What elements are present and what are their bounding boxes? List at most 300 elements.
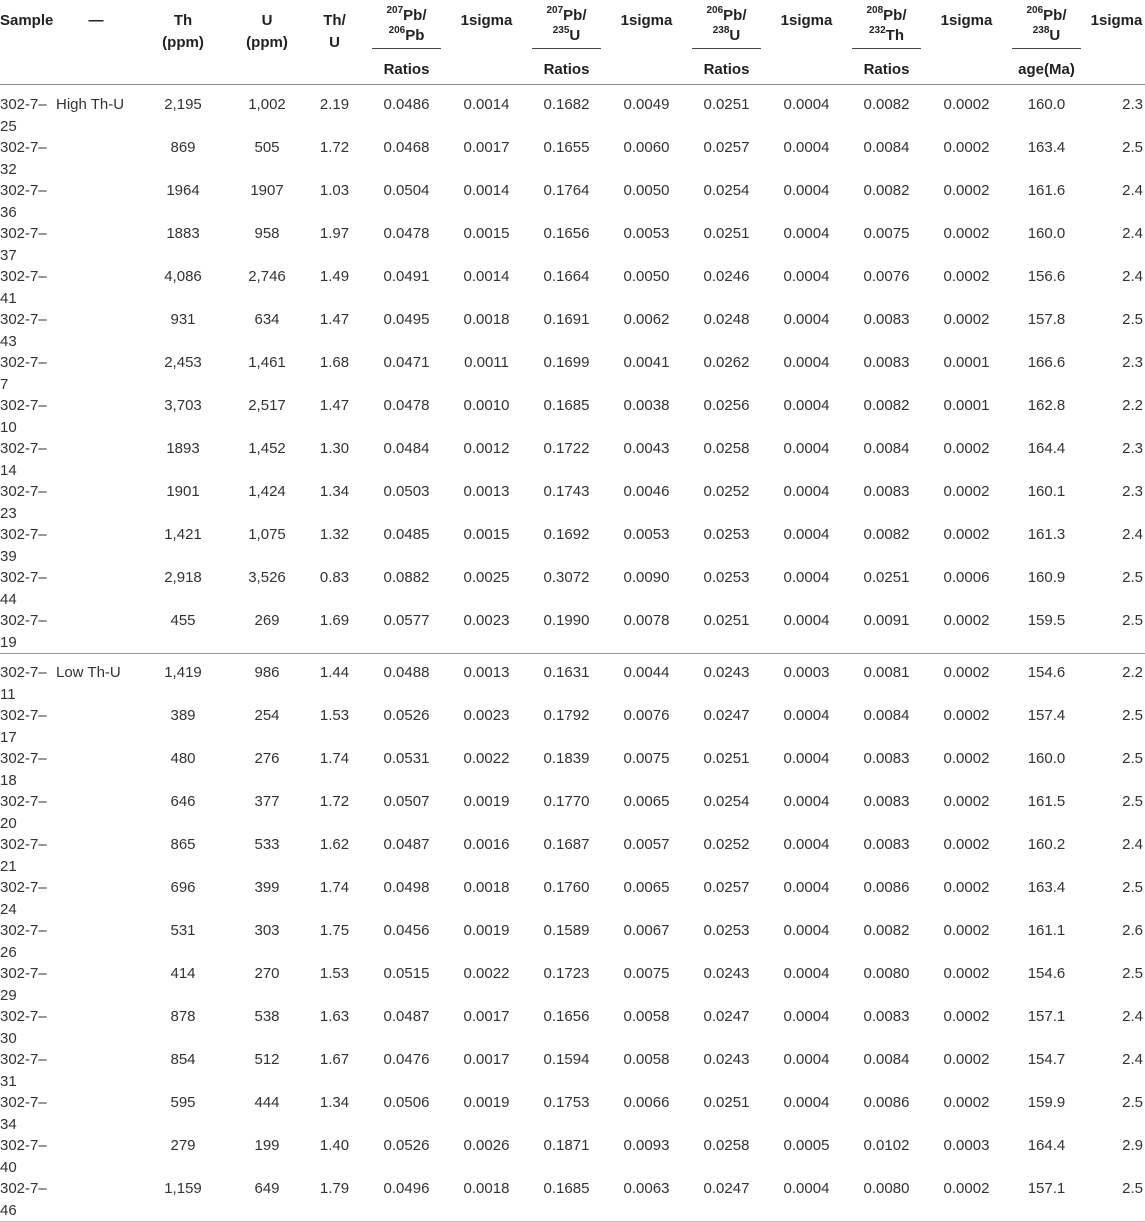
table-row	[0, 705, 1145, 748]
pb207-pb206-1sigma: 0.0022	[448, 963, 525, 1006]
age-ma: 161.3	[1005, 524, 1088, 567]
pb208-th232-ratio: 0.0084	[845, 1049, 928, 1092]
pb208-th232-1sigma: 0.0002	[928, 1049, 1005, 1092]
group-cell	[56, 481, 136, 524]
pb207-pb206-ratio: 0.0515	[365, 963, 448, 1006]
pb207-u235-ratio: 0.1594	[525, 1049, 608, 1092]
pb208-th232-1sigma: 0.0002	[928, 834, 1005, 877]
pb207-pb206-1sigma: 0.0012	[448, 438, 525, 481]
pb206-u238-1sigma: 0.0004	[768, 94, 845, 137]
pb207-pb206-ratio: 0.0476	[365, 1049, 448, 1092]
pb207-pb206-ratio: 0.0456	[365, 920, 448, 963]
pb207-u235-1sigma: 0.0058	[608, 1006, 685, 1049]
age-ma: 163.4	[1005, 877, 1088, 920]
pb206-u238-ratio: 0.0252	[685, 834, 768, 877]
sample-id: 302-7–32	[0, 137, 56, 180]
age-ma: 154.6	[1005, 963, 1088, 1006]
table-row	[0, 524, 1145, 567]
pb208-th232-ratio: 0.0080	[845, 1178, 928, 1222]
pb207-u235-1sigma: 0.0058	[608, 1049, 685, 1092]
group-cell	[56, 180, 136, 223]
age-1sigma: 2.5	[1088, 1178, 1145, 1222]
th-u-ratio: 1.34	[304, 1092, 365, 1135]
th-ppm: 3,703	[136, 395, 230, 438]
age-ma: 154.7	[1005, 1049, 1088, 1092]
sample-id: 302-7–29	[0, 963, 56, 1006]
pb207-u235-1sigma: 0.0078	[608, 610, 685, 654]
pb208-th232-1sigma: 0.0002	[928, 1006, 1005, 1049]
pb207-u235-ratio: 0.1792	[525, 705, 608, 748]
th-ppm: 279	[136, 1135, 230, 1178]
age-1sigma: 2.5	[1088, 1092, 1145, 1135]
age-ma: 162.8	[1005, 395, 1088, 438]
th-u-ratio: 1.53	[304, 705, 365, 748]
pb206-u238-1sigma: 0.0004	[768, 223, 845, 266]
pb208-th232-ratio: 0.0082	[845, 94, 928, 137]
pb208-th232-1sigma: 0.0002	[928, 705, 1005, 748]
age-ma: 161.5	[1005, 791, 1088, 834]
u-ppm: 2,746	[230, 266, 304, 309]
table-row	[0, 748, 1145, 791]
pb208-th232-1sigma: 0.0002	[928, 309, 1005, 352]
th-ppm: 865	[136, 834, 230, 877]
pb208-th232-1sigma: 0.0002	[928, 266, 1005, 309]
pb207-u235-1sigma: 0.0050	[608, 266, 685, 309]
th-ppm: 1901	[136, 481, 230, 524]
pb208-th232-1sigma: 0.0002	[928, 1178, 1005, 1222]
th-u-ratio: 1.79	[304, 1178, 365, 1222]
pb206-u238-1sigma: 0.0004	[768, 610, 845, 654]
age-ma: 161.6	[1005, 180, 1088, 223]
pb207-pb206-ratio: 0.0471	[365, 352, 448, 395]
pb208-th232-ratio: 0.0083	[845, 791, 928, 834]
spacer-cell	[0, 85, 1145, 95]
pb206-u238-1sigma: 0.0004	[768, 567, 845, 610]
pb207-u235-1sigma: 0.0060	[608, 137, 685, 180]
u-ppm: 1907	[230, 180, 304, 223]
pb207-u235-1sigma: 0.0093	[608, 1135, 685, 1178]
th-ppm: 931	[136, 309, 230, 352]
age-1sigma: 2.3	[1088, 481, 1145, 524]
pb206-u238-ratio: 0.0251	[685, 94, 768, 137]
pb207-pb206-ratio: 0.0507	[365, 791, 448, 834]
pb206-u238-1sigma: 0.0004	[768, 1178, 845, 1222]
u-ppm: 276	[230, 748, 304, 791]
pb207-u235-1sigma: 0.0041	[608, 352, 685, 395]
age-1sigma: 2.2	[1088, 395, 1145, 438]
pb206-u238-ratio: 0.0262	[685, 352, 768, 395]
sample-id: 302-7–31	[0, 1049, 56, 1092]
table-row	[0, 395, 1145, 438]
sample-id: 302-7–40	[0, 1135, 56, 1178]
pb206-u238-1sigma: 0.0004	[768, 524, 845, 567]
sample-id: 302-7–18	[0, 748, 56, 791]
pb207-pb206-1sigma: 0.0017	[448, 1006, 525, 1049]
pb206-u238-ratio: 0.0248	[685, 309, 768, 352]
pb208-th232-ratio: 0.0083	[845, 309, 928, 352]
pb207-u235-1sigma: 0.0057	[608, 834, 685, 877]
pb207-u235-1sigma: 0.0053	[608, 524, 685, 567]
pb206-u238-ratio: 0.0253	[685, 524, 768, 567]
pb207-u235-1sigma: 0.0067	[608, 920, 685, 963]
sample-id: 302-7–41	[0, 266, 56, 309]
pb206-u238-ratio: 0.0254	[685, 180, 768, 223]
th-u-ratio: 1.63	[304, 1006, 365, 1049]
table-row	[0, 266, 1145, 309]
pb207-pb206-1sigma: 0.0025	[448, 567, 525, 610]
th-ppm: 1,421	[136, 524, 230, 567]
pb208-th232-1sigma: 0.0002	[928, 180, 1005, 223]
pb206-u238-1sigma: 0.0004	[768, 920, 845, 963]
th-u-ratio: 1.69	[304, 610, 365, 654]
pb207-pb206-1sigma: 0.0014	[448, 266, 525, 309]
u-ppm: 2,517	[230, 395, 304, 438]
pb208-th232-1sigma: 0.0002	[928, 223, 1005, 266]
pb208-th232-ratio: 0.0251	[845, 567, 928, 610]
group-label: High Th-U	[56, 94, 136, 137]
table-row	[0, 94, 1145, 137]
age-ma: 157.8	[1005, 309, 1088, 352]
pb207-pb206-ratio: 0.0526	[365, 1135, 448, 1178]
header-th-u: Th/ U	[304, 0, 365, 84]
th-ppm: 1964	[136, 180, 230, 223]
age-ma: 157.1	[1005, 1006, 1088, 1049]
header-u: U (ppm)	[230, 0, 304, 84]
u-ppm: 1,452	[230, 438, 304, 481]
subheader-age-unit: age(Ma)	[1005, 54, 1088, 84]
pb208-th232-1sigma: 0.0006	[928, 567, 1005, 610]
subheader-ratios: Ratios	[845, 54, 928, 84]
sample-id: 302-7–7	[0, 352, 56, 395]
th-ppm: 1,419	[136, 662, 230, 705]
table-row	[0, 1006, 1145, 1049]
pb207-pb206-ratio: 0.0484	[365, 438, 448, 481]
th-ppm: 480	[136, 748, 230, 791]
pb207-u235-ratio: 0.1655	[525, 137, 608, 180]
pb207-u235-1sigma: 0.0066	[608, 1092, 685, 1135]
age-ma: 160.9	[1005, 567, 1088, 610]
pb207-pb206-ratio: 0.0478	[365, 395, 448, 438]
header-1sigma: 1sigma	[448, 0, 525, 84]
table-row	[0, 610, 1145, 654]
pb207-u235-ratio: 0.1664	[525, 266, 608, 309]
pb208-th232-ratio: 0.0086	[845, 877, 928, 920]
th-ppm: 531	[136, 920, 230, 963]
pb207-u235-ratio: 0.1722	[525, 438, 608, 481]
th-u-ratio: 1.47	[304, 395, 365, 438]
pb206-u238-ratio: 0.0247	[685, 1006, 768, 1049]
group-cell	[56, 309, 136, 352]
pb208-th232-ratio: 0.0083	[845, 352, 928, 395]
pb207-u235-1sigma: 0.0075	[608, 748, 685, 791]
header-pb207-pb206: $^{207}$Pb/ $^{206}$Pb	[365, 0, 448, 54]
age-1sigma: 2.4	[1088, 1006, 1145, 1049]
pb207-u235-1sigma: 0.0076	[608, 705, 685, 748]
pb207-pb206-1sigma: 0.0022	[448, 748, 525, 791]
th-ppm: 1893	[136, 438, 230, 481]
pb208-th232-ratio: 0.0102	[845, 1135, 928, 1178]
pb207-pb206-ratio: 0.0498	[365, 877, 448, 920]
age-ma: 159.5	[1005, 610, 1088, 654]
u-ppm: 512	[230, 1049, 304, 1092]
th-ppm: 646	[136, 791, 230, 834]
pb207-u235-ratio: 0.1691	[525, 309, 608, 352]
age-1sigma: 2.4	[1088, 524, 1145, 567]
pb207-u235-1sigma: 0.0043	[608, 438, 685, 481]
sample-id: 302-7–11	[0, 662, 56, 705]
pb207-u235-1sigma: 0.0075	[608, 963, 685, 1006]
pb208-th232-ratio: 0.0084	[845, 438, 928, 481]
pb206-u238-1sigma: 0.0004	[768, 705, 845, 748]
sample-id: 302-7–25	[0, 94, 56, 137]
pb207-u235-ratio: 0.1685	[525, 395, 608, 438]
pb207-u235-1sigma: 0.0063	[608, 1178, 685, 1222]
group-cell	[56, 1006, 136, 1049]
pb206-u238-ratio: 0.0251	[685, 610, 768, 654]
pb207-u235-1sigma: 0.0065	[608, 791, 685, 834]
u-ppm: 649	[230, 1178, 304, 1222]
pb207-u235-ratio: 0.1631	[525, 662, 608, 705]
pb206-u238-1sigma: 0.0003	[768, 662, 845, 705]
age-1sigma: 2.5	[1088, 791, 1145, 834]
pb208-th232-ratio: 0.0083	[845, 834, 928, 877]
sample-id: 302-7–24	[0, 877, 56, 920]
group-cell	[56, 791, 136, 834]
table-row	[0, 1135, 1145, 1178]
pb207-u235-ratio: 0.1743	[525, 481, 608, 524]
table-row	[0, 137, 1145, 180]
pb207-u235-1sigma: 0.0049	[608, 94, 685, 137]
pb207-u235-ratio: 0.1687	[525, 834, 608, 877]
th-ppm: 414	[136, 963, 230, 1006]
pb207-pb206-ratio: 0.0488	[365, 662, 448, 705]
u-ppm: 269	[230, 610, 304, 654]
pb207-pb206-1sigma: 0.0023	[448, 610, 525, 654]
pb208-th232-1sigma: 0.0002	[928, 920, 1005, 963]
u-ppm: 1,075	[230, 524, 304, 567]
group-cell	[56, 137, 136, 180]
pb207-pb206-ratio: 0.0486	[365, 94, 448, 137]
age-1sigma: 2.9	[1088, 1135, 1145, 1178]
pb207-u235-ratio: 0.1656	[525, 1006, 608, 1049]
pb207-u235-1sigma: 0.0044	[608, 662, 685, 705]
th-u-ratio: 1.30	[304, 438, 365, 481]
age-1sigma: 2.5	[1088, 877, 1145, 920]
th-u-ratio: 0.83	[304, 567, 365, 610]
table-row	[0, 309, 1145, 352]
pb206-u238-ratio: 0.0251	[685, 1092, 768, 1135]
pb207-pb206-ratio: 0.0526	[365, 705, 448, 748]
pb207-pb206-ratio: 0.0504	[365, 180, 448, 223]
pb207-pb206-1sigma: 0.0019	[448, 1092, 525, 1135]
pb207-u235-ratio: 0.1685	[525, 1178, 608, 1222]
th-u-ratio: 1.68	[304, 352, 365, 395]
age-ma: 156.6	[1005, 266, 1088, 309]
u-ppm: 1,424	[230, 481, 304, 524]
u-ppm: 1,002	[230, 94, 304, 137]
group-cell	[56, 963, 136, 1006]
th-u-ratio: 1.72	[304, 137, 365, 180]
pb206-u238-1sigma: 0.0004	[768, 352, 845, 395]
pb207-u235-ratio: 0.1839	[525, 748, 608, 791]
u-ppm: 199	[230, 1135, 304, 1178]
pb208-th232-1sigma: 0.0003	[928, 1135, 1005, 1178]
age-1sigma: 2.3	[1088, 438, 1145, 481]
pb207-u235-1sigma: 0.0053	[608, 223, 685, 266]
pb207-pb206-1sigma: 0.0010	[448, 395, 525, 438]
pb207-pb206-1sigma: 0.0014	[448, 94, 525, 137]
th-ppm: 696	[136, 877, 230, 920]
pb206-u238-ratio: 0.0258	[685, 438, 768, 481]
pb208-th232-1sigma: 0.0002	[928, 877, 1005, 920]
pb207-u235-ratio: 0.1699	[525, 352, 608, 395]
pb206-u238-ratio: 0.0257	[685, 137, 768, 180]
pb206-u238-1sigma: 0.0004	[768, 481, 845, 524]
pb207-u235-ratio: 0.1656	[525, 223, 608, 266]
group-cell	[56, 920, 136, 963]
u-ppm: 377	[230, 791, 304, 834]
pb207-u235-1sigma: 0.0038	[608, 395, 685, 438]
pb207-pb206-ratio: 0.0882	[365, 567, 448, 610]
group-cell	[56, 877, 136, 920]
u-ppm: 270	[230, 963, 304, 1006]
pb206-u238-ratio: 0.0253	[685, 920, 768, 963]
th-ppm: 595	[136, 1092, 230, 1135]
pb206-u238-1sigma: 0.0004	[768, 309, 845, 352]
age-1sigma: 2.4	[1088, 266, 1145, 309]
pb208-th232-1sigma: 0.0002	[928, 748, 1005, 791]
th-ppm: 4,086	[136, 266, 230, 309]
th-u-ratio: 1.34	[304, 481, 365, 524]
sample-id: 302-7–21	[0, 834, 56, 877]
pb208-th232-ratio: 0.0082	[845, 180, 928, 223]
header-sample: Sample	[0, 0, 56, 84]
pb207-u235-ratio: 0.1764	[525, 180, 608, 223]
pb207-pb206-1sigma: 0.0017	[448, 1049, 525, 1092]
pb207-u235-1sigma: 0.0065	[608, 877, 685, 920]
table-row	[0, 223, 1145, 266]
table-body	[0, 85, 1145, 1222]
pb206-u238-ratio: 0.0247	[685, 705, 768, 748]
age-ma: 163.4	[1005, 137, 1088, 180]
age-1sigma: 2.5	[1088, 309, 1145, 352]
pb207-u235-ratio: 0.1723	[525, 963, 608, 1006]
pb206-u238-ratio: 0.0253	[685, 567, 768, 610]
th-ppm: 878	[136, 1006, 230, 1049]
table-row	[0, 180, 1145, 223]
pb207-pb206-ratio: 0.0491	[365, 266, 448, 309]
th-ppm: 1,159	[136, 1178, 230, 1222]
pb207-pb206-ratio: 0.0487	[365, 1006, 448, 1049]
pb208-th232-ratio: 0.0083	[845, 1006, 928, 1049]
pb207-pb206-1sigma: 0.0015	[448, 223, 525, 266]
age-ma: 166.6	[1005, 352, 1088, 395]
group-cell	[56, 1135, 136, 1178]
th-u-ratio: 1.40	[304, 1135, 365, 1178]
header-pb206-u238: $^{206}$Pb/ $^{238}$U	[685, 0, 768, 54]
table-row	[0, 438, 1145, 481]
pb207-u235-ratio: 0.1760	[525, 877, 608, 920]
group-cell	[56, 1092, 136, 1135]
group-cell	[56, 748, 136, 791]
pb208-th232-1sigma: 0.0002	[928, 438, 1005, 481]
group-cell	[56, 352, 136, 395]
age-1sigma: 2.5	[1088, 963, 1145, 1006]
pb207-u235-ratio: 0.1682	[525, 94, 608, 137]
pb206-u238-ratio: 0.0247	[685, 1178, 768, 1222]
pb207-pb206-ratio: 0.0487	[365, 834, 448, 877]
pb207-u235-ratio: 0.1692	[525, 524, 608, 567]
header-pb208-th232: $^{208}$Pb/ $^{232}$Th	[845, 0, 928, 54]
group-cell	[56, 266, 136, 309]
u-ppm: 538	[230, 1006, 304, 1049]
th-u-ratio: 1.32	[304, 524, 365, 567]
pb206-u238-1sigma: 0.0004	[768, 137, 845, 180]
table-row	[0, 920, 1145, 963]
table-header	[0, 0, 1145, 85]
age-1sigma: 2.5	[1088, 705, 1145, 748]
th-u-ratio: 1.53	[304, 963, 365, 1006]
age-1sigma: 2.5	[1088, 567, 1145, 610]
sample-id: 302-7–10	[0, 395, 56, 438]
sample-id: 302-7–30	[0, 1006, 56, 1049]
pb207-u235-ratio: 0.1990	[525, 610, 608, 654]
header-1sigma: 1sigma	[1088, 0, 1145, 84]
pb207-pb206-ratio: 0.0478	[365, 223, 448, 266]
group-cell	[56, 705, 136, 748]
group-cell	[56, 1178, 136, 1222]
pb208-th232-1sigma: 0.0002	[928, 963, 1005, 1006]
header-pb207-u235: $^{207}$Pb/ $^{235}$U	[525, 0, 608, 54]
sample-id: 302-7–26	[0, 920, 56, 963]
pb208-th232-1sigma: 0.0002	[928, 662, 1005, 705]
subheader-ratios: Ratios	[365, 54, 448, 84]
th-ppm: 2,195	[136, 94, 230, 137]
pb208-th232-1sigma: 0.0002	[928, 1092, 1005, 1135]
header-age-pb206-u238: $^{206}$Pb/ $^{238}$U	[1005, 0, 1088, 54]
pb207-pb206-1sigma: 0.0017	[448, 137, 525, 180]
group-cell	[56, 395, 136, 438]
th-u-ratio: 1.49	[304, 266, 365, 309]
th-u-ratio: 1.75	[304, 920, 365, 963]
th-ppm: 389	[136, 705, 230, 748]
pb208-th232-ratio: 0.0083	[845, 748, 928, 791]
pb208-th232-1sigma: 0.0002	[928, 481, 1005, 524]
pb208-th232-ratio: 0.0082	[845, 920, 928, 963]
u-ppm: 444	[230, 1092, 304, 1135]
pb207-pb206-1sigma: 0.0013	[448, 481, 525, 524]
group-divider	[0, 654, 1145, 663]
table-row	[0, 877, 1145, 920]
sample-id: 302-7–46	[0, 1178, 56, 1222]
pb208-th232-ratio: 0.0081	[845, 662, 928, 705]
pb206-u238-ratio: 0.0243	[685, 963, 768, 1006]
u-ppm: 1,461	[230, 352, 304, 395]
age-ma: 154.6	[1005, 662, 1088, 705]
pb206-u238-ratio: 0.0251	[685, 223, 768, 266]
th-u-ratio: 1.74	[304, 877, 365, 920]
pb207-pb206-1sigma: 0.0018	[448, 877, 525, 920]
header-1sigma: 1sigma	[768, 0, 845, 84]
pb208-th232-1sigma: 0.0002	[928, 94, 1005, 137]
age-ma: 160.0	[1005, 94, 1088, 137]
pb206-u238-1sigma: 0.0004	[768, 266, 845, 309]
table-row	[0, 567, 1145, 610]
pb207-pb206-ratio: 0.0468	[365, 137, 448, 180]
age-ma: 157.4	[1005, 705, 1088, 748]
pb208-th232-1sigma: 0.0002	[928, 610, 1005, 654]
pb207-pb206-1sigma: 0.0015	[448, 524, 525, 567]
